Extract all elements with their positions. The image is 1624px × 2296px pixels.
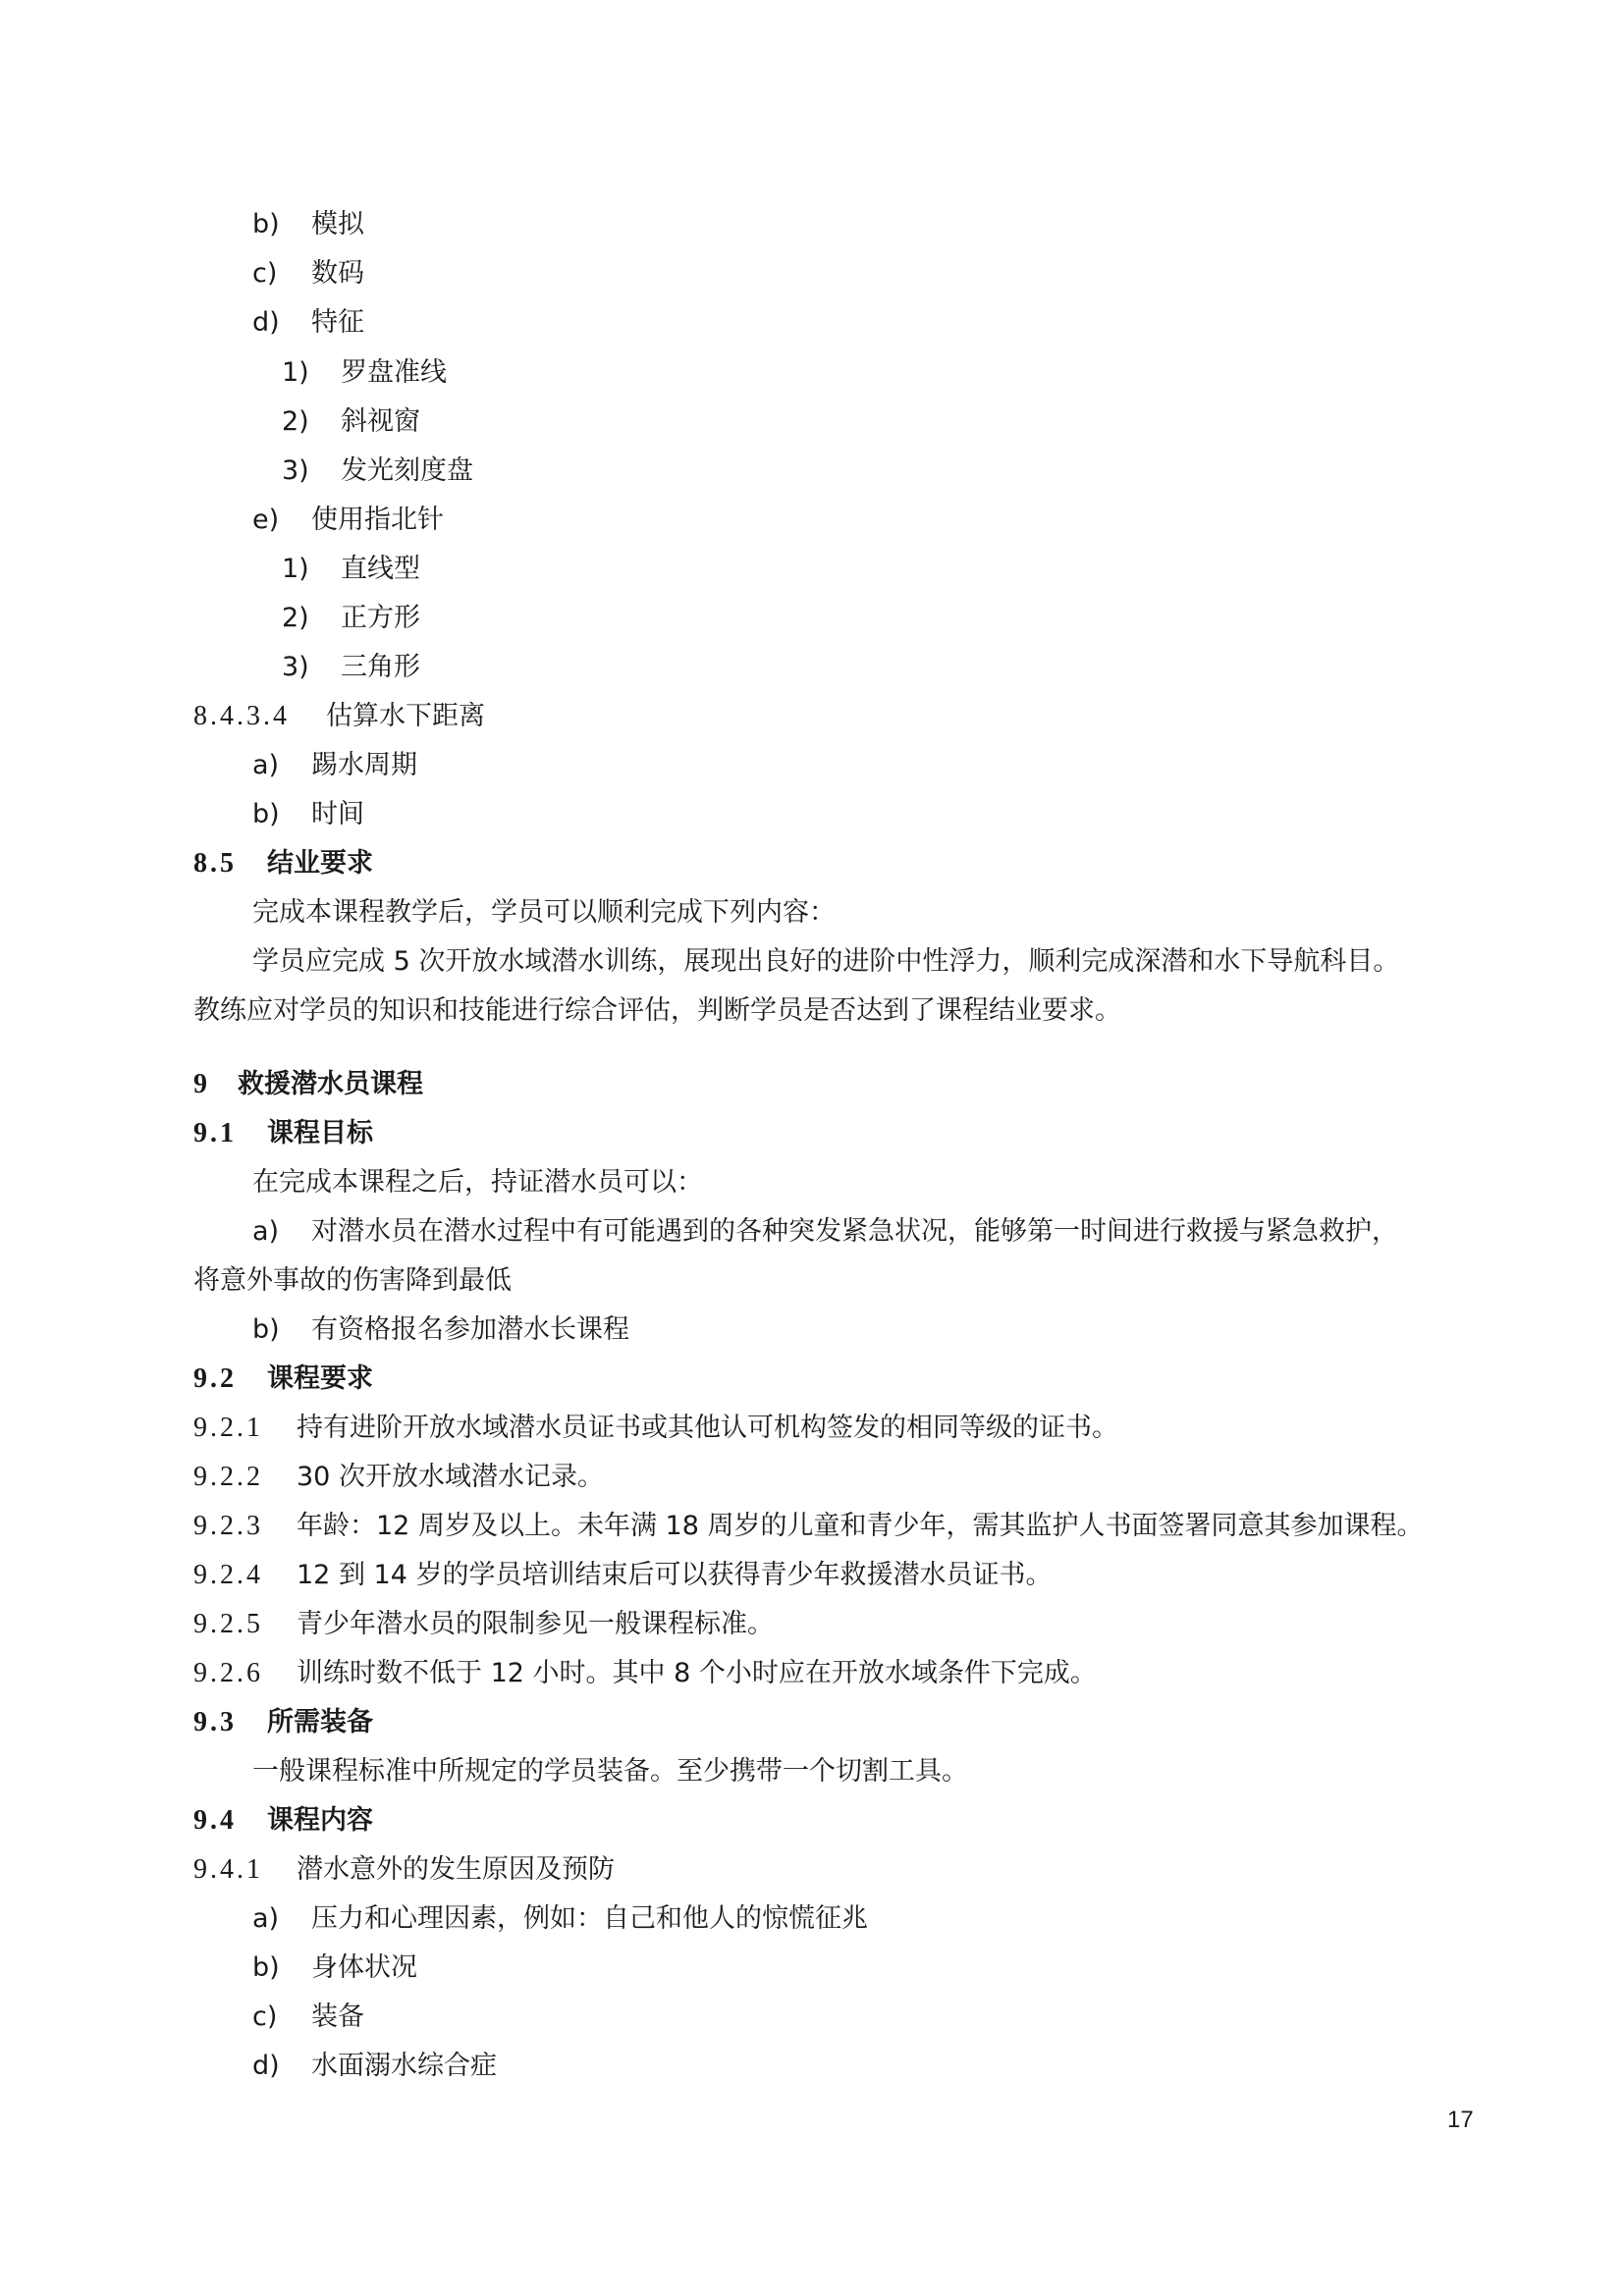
- item-text: 特征: [311, 307, 364, 338]
- list-item: [0, 1996, 1624, 2039]
- clause-text: 持有进阶开放水域潜水员证书或其他认可机构签发的相同等级的证书。: [297, 1413, 1118, 1443]
- item-text: 斜视窗: [341, 406, 420, 437]
- list-item: [0, 499, 1624, 542]
- item-label: b): [252, 1952, 280, 1983]
- item-label: a): [252, 750, 280, 780]
- paragraph: [0, 1161, 1624, 1204]
- item-label: c): [252, 2002, 278, 2032]
- item-text: 水面溺水综合症: [311, 2051, 497, 2081]
- heading-text: 课程内容: [267, 1805, 373, 1836]
- list-item: [0, 1947, 1624, 1990]
- item-label: a): [252, 1216, 280, 1247]
- item-text: 对潜水员在潜水过程中有可能遇到的各种突发紧急状况，能够第一时间进行救援与紧急救护，: [311, 1216, 1398, 1247]
- list-item: [0, 597, 1624, 640]
- clause-number: 8.4.3.4: [193, 701, 290, 731]
- heading-number: 9.2: [193, 1363, 237, 1394]
- clause-text: 青少年潜水员的限制参见一般课程标准。: [297, 1609, 774, 1639]
- clause-text: 年龄：12 周岁及以上。未年满 18 周岁的儿童和青少年，需其监护人书面签署同意其参加课程。: [297, 1511, 1424, 1541]
- paragraph-text: 学员应完成 5 次开放水域潜水训练，展现出良好的进阶中性浮力，顺利完成深潜和水下导航科目。: [252, 946, 1400, 977]
- clause-number: 9.2.3: [193, 1511, 263, 1541]
- clause: [0, 1554, 1624, 1597]
- item-text: 发光刻度盘: [341, 455, 473, 486]
- heading-number: 9.1: [193, 1118, 237, 1148]
- paragraph: [0, 891, 1624, 934]
- item-text: 使用指北针: [311, 505, 444, 535]
- clause-number: 9.2.4: [193, 1560, 263, 1590]
- list-item: [0, 1897, 1624, 1941]
- item-text: 装备: [311, 2002, 364, 2032]
- heading-number: 9.4: [193, 1805, 237, 1836]
- paragraph-text: 一般课程标准中所规定的学员装备。至少携带一个切割工具。: [252, 1756, 968, 1787]
- paragraph-text: 在完成本课程之后，持证潜水员可以：: [252, 1167, 703, 1198]
- list-item: [0, 2045, 1624, 2088]
- clause-text: 潜水意外的发生原因及预防: [297, 1854, 615, 1885]
- section-heading: [0, 1799, 1624, 1842]
- clause: [0, 1456, 1624, 1499]
- item-label: a): [252, 1903, 280, 1934]
- clause: [0, 1848, 1624, 1892]
- list-item: [0, 1210, 1624, 1254]
- page-number: 17: [1447, 2107, 1474, 2133]
- item-text: 正方形: [341, 603, 420, 633]
- list-item: [0, 793, 1624, 836]
- item-text: 时间: [311, 799, 364, 829]
- item-text: 三角形: [341, 652, 420, 682]
- clause-text: 12 到 14 岁的学员培训结束后可以获得青少年救援潜水员证书。: [297, 1560, 1053, 1590]
- section-heading: [0, 1701, 1624, 1744]
- item-text: 模拟: [311, 209, 364, 240]
- clause-number: 9.2.2: [193, 1462, 263, 1492]
- item-label: d): [252, 2051, 280, 2081]
- item-text: 压力和心理因素，例如：自己和他人的惊慌征兆: [311, 1903, 868, 1934]
- item-label: b): [252, 799, 280, 829]
- item-text: 罗盘准线: [341, 357, 447, 388]
- item-text: 身体状况: [311, 1952, 417, 1983]
- heading-number: 8.5: [193, 848, 237, 879]
- clause: [0, 1505, 1624, 1548]
- item-label: 2): [282, 603, 309, 633]
- heading-text: 课程要求: [267, 1363, 373, 1394]
- clause: [0, 1603, 1624, 1646]
- section-heading: [0, 842, 1624, 885]
- list-item: [0, 203, 1624, 246]
- list-item: [0, 252, 1624, 295]
- clause: [0, 1407, 1624, 1450]
- item-label: 1): [282, 357, 309, 388]
- item-text: 有资格报名参加潜水长课程: [311, 1314, 629, 1345]
- clause: [0, 695, 1624, 738]
- list-item: [0, 450, 1624, 493]
- heading-number: 9: [193, 1069, 210, 1099]
- list-item: [0, 301, 1624, 345]
- list-item: [0, 744, 1624, 787]
- heading-number: 9.3: [193, 1707, 237, 1737]
- clause: [0, 1652, 1624, 1695]
- item-text: 踢水周期: [311, 750, 417, 780]
- clause-number: 9.2.6: [193, 1658, 263, 1688]
- list-item: [0, 351, 1624, 395]
- clause-number: 9.4.1: [193, 1854, 263, 1885]
- paragraph-text: 教练应对学员的知识和技能进行综合评估，判断学员是否达到了课程结业要求。: [193, 995, 1121, 1026]
- paragraph: [0, 1259, 1624, 1303]
- heading-text: 结业要求: [267, 848, 373, 879]
- heading-text: 所需装备: [267, 1707, 373, 1737]
- item-text: 数码: [311, 258, 364, 289]
- paragraph-text: 完成本课程教学后，学员可以顺利完成下列内容：: [252, 897, 836, 928]
- item-label: 3): [282, 455, 309, 486]
- clause-text: 训练时数不低于 12 小时。其中 8 个小时应在开放水域条件下完成。: [297, 1658, 1097, 1688]
- paragraph: [0, 1750, 1624, 1793]
- item-label: d): [252, 307, 280, 338]
- clause-text: 估算水下距离: [326, 701, 485, 731]
- item-label: b): [252, 1314, 280, 1345]
- item-label: 1): [282, 554, 309, 584]
- paragraph: [0, 940, 1624, 984]
- section-heading: [0, 1112, 1624, 1155]
- item-label: c): [252, 258, 278, 289]
- heading-text: 救援潜水员课程: [238, 1069, 423, 1099]
- section-heading: [0, 1358, 1624, 1401]
- clause-number: 9.2.1: [193, 1413, 263, 1443]
- item-label: 3): [282, 652, 309, 682]
- clause-text: 30 次开放水域潜水记录。: [297, 1462, 604, 1492]
- heading-text: 课程目标: [267, 1118, 373, 1148]
- chapter-heading: [0, 1063, 1624, 1106]
- list-item: [0, 400, 1624, 444]
- item-text: 直线型: [341, 554, 420, 584]
- list-item: [0, 646, 1624, 689]
- paragraph: [0, 989, 1624, 1033]
- item-label: e): [252, 505, 280, 535]
- clause-number: 9.2.5: [193, 1609, 263, 1639]
- paragraph-text: 将意外事故的伤害降到最低: [193, 1265, 512, 1296]
- list-item: [0, 1308, 1624, 1352]
- item-label: 2): [282, 406, 309, 437]
- list-item: [0, 548, 1624, 591]
- item-label: b): [252, 209, 280, 240]
